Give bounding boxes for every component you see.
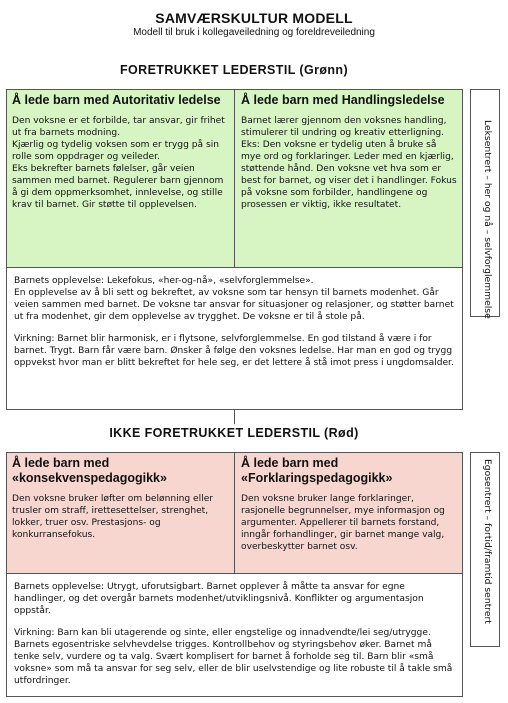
authoritative-leadership-text: Den voksne er et forbilde, tar ansvar, gir frihet ut fra barnets modning. Kjærlig og tydelig voksen som er trygg på sin rolle som oppdrager og veileder. Eks bekrefter barnets følelser, går veien sammen med barnet. Regulerer barn gjennom å gi dem oppmerksomhet, innlevelse, og stille krav til barnet. Gir støtte til opplevelsen. — [12, 116, 225, 210]
preferred-outcome-panel — [6, 267, 463, 410]
preferred-side-label-box — [470, 89, 500, 317]
preferred-side-label: Leksentrert – her og nå – selvforglemmelse — [482, 120, 493, 319]
explanation-pedagogy-cell — [235, 452, 463, 574]
preferred-effect: Virkning: Barnet blir harmonisk, er i flytsone, selvforglemmelse. En god tilstand å være i for barnet. Trygt. Barn får være barn. Ønsker å følge den voksnes ledelse. Har man en god og trygg oppvekst hvor man er blitt bekreftet for hele seg, er det lettere å stå imot press i ungdomsalder. — [14, 334, 454, 368]
consequence-pedagogy-text: Den voksne bruker løfter om belønning eller trusler om straff, irettesettelser, strenghet, lokker, truer osv. Prestasjons- og konkurransefokus. — [12, 494, 214, 540]
explanation-pedagogy-title: Å lede barn med «Forklaringspedagogikk» — [241, 456, 393, 485]
not-preferred-section-heading: IKKE FORETRUKKET LEDERSTIL (Rød) — [109, 426, 359, 440]
action-leadership-title: Å lede barn med Handlingsledelse — [241, 93, 445, 107]
not-preferred-effect: Virkning: Barn kan bli utagerende og sinte, eller engstelige og innadvendte/lei seg/utrygge. Barnets egosentriske selvhevdelse trigges. Kontrollbehov og styringsbehov øker. Barnet må tenke selv, vurdere og ta valg. Svært komplisert for barnet å forholde seg til. Barn blir «små voksne» som må ta ansvar for seg selv, eller de blir uselvstendige og lite robuste til å takle små utfordringer. — [14, 628, 453, 686]
explanation-pedagogy-text: Den voksne bruker lange forklaringer, rasjonelle begrunnelser, mye informasjon og argumenter. Appellerer til barnets forstand, inngår forhandlinger, gir barnet mange valg, overbeskytter barnet osv. — [241, 494, 445, 552]
action-leadership-cell — [235, 89, 463, 268]
document-subtitle: Modell til bruk i kollegaveiledning og foreldreveiledning — [133, 27, 375, 38]
not-preferred-side-label-box — [470, 452, 500, 647]
action-leadership-text: Barnet lærer gjennom den voksnes handling, stimulerer til undring og kreativ etterligning. Eks: Den voksne er tydelig uten å bruke så mye ord og forklaringer. Leder med en kjærlig, støttende hånd. Den voksne vet hva som er best for barnet, og viser det i handlinger. Fokus på voksne som forbilder, handlingene og prosessen er viktig, ikke resultatet. — [241, 116, 457, 210]
not-preferred-side-label: Egosentrert – fortid/framtid sentrert — [482, 459, 493, 624]
preferred-child-experience: Barnets opplevelse: Lekefokus, «her-og-nå», «selvforglemmelse». En opplevelse av å bli sett og bekreftet, av voksne som tar hensyn til barnets modenhet. Går veien sammen med barnet. De voksne tar ansvar for situasjoner og relasjoner, og støtter barnet ut fra modenhet, gir dem opplevelse av trygghet. De voksne er til å stole på. — [14, 276, 454, 322]
document-title: SAMVÆRSKULTUR MODELL — [155, 10, 353, 26]
authoritative-leadership-cell — [6, 89, 234, 268]
consequence-pedagogy-cell — [6, 452, 234, 574]
section-connector-line — [234, 410, 235, 424]
consequence-pedagogy-title: Å lede barn med «konsekvenspedagogikk» — [12, 456, 167, 485]
not-preferred-outcome-panel — [6, 573, 463, 697]
not-preferred-child-experience: Barnets opplevelse: Utrygt, uforutsigbart. Barnet opplever å måtte ta ansvar for egne handlinger, og det overgår barnets modenhet/utviklingsnivå. Konflikter og argumentasjon oppstår. — [14, 582, 424, 616]
authoritative-leadership-title: Å lede barn med Autoritativ ledelse — [12, 93, 221, 107]
preferred-section-heading: FORETRUKKET LEDERSTIL (Grønn) — [119, 63, 349, 77]
